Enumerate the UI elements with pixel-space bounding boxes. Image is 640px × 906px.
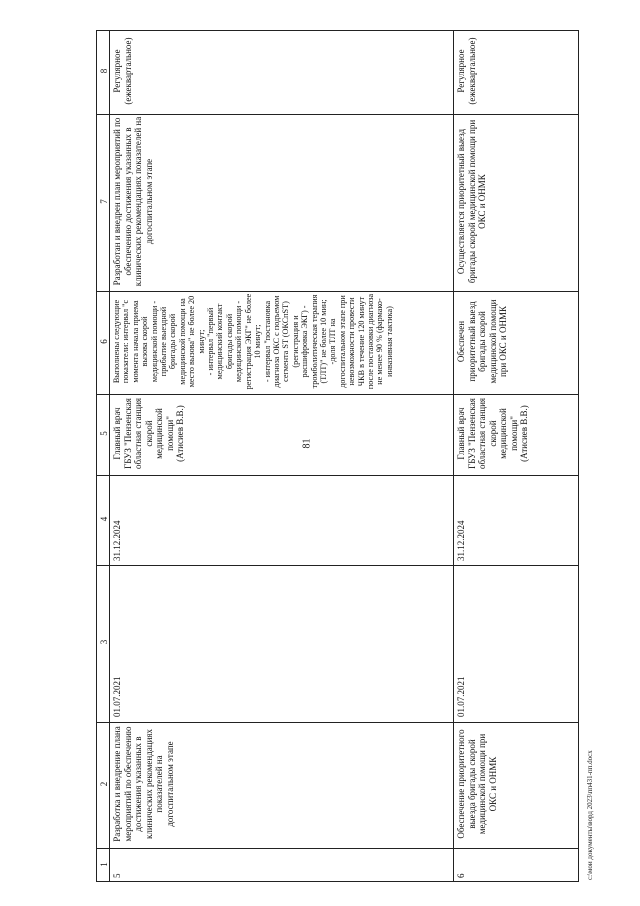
row6-num: 6 — [456, 873, 466, 878]
page-number: 81 — [301, 438, 313, 449]
row6-end: 31.12.2024 — [456, 520, 466, 561]
footer-file-path: c:\мои документы\ворд 2023\пп431-пп.docx — [586, 750, 594, 880]
row5-result: Выполнены следующие показатели: интервал "с момента начала приема вызова скорой медицинской помощи - прибытие выездной бригады скорой медицинской помощи на место вызова" не более 20 минут; - интервал "первый медицинский контакт бригады скорой медицинской помощи - регистрация ЭКГ" не более 10 минут; - интервал "постановка диагноза ОКС с подъемом сегмента ST (ОКСпST) (регистрация и расшифровка ЭКГ) - тромболитическая терапия (ТЛТ)" не более 10 мин; -доля ТЛТ на догоспитальном этапе при невозможности провести ЧКВ в течение 120 минут после постановки диагноза не менее 90 % (фармако-инвазивная тактика) — [112, 293, 394, 390]
header-col-7: 7 — [99, 199, 109, 204]
row5-frequency: Регулярное (ежеквартальное) — [112, 37, 133, 105]
header-col-5: 5 — [99, 431, 109, 436]
row5-end: 31.12.2024 — [112, 520, 122, 561]
row5-implementation: Разработан и внедрен план мероприятий по обеспечению достижения указанных в клинических рекомендациях показателей на догоспитальном этапе — [112, 116, 154, 287]
row6-responsible: Главный врач ГБУЗ "Пензенская областная станция скорой медицинской помощи" (Атисиев В.В.) — [456, 397, 529, 470]
header-col-2: 2 — [99, 781, 109, 787]
row6-implementation: Осуществляется приоритетный выезд бригады скорой медицинской помощи при ОКС и ОНМК — [456, 119, 487, 284]
header-col-1: 1 — [99, 862, 109, 867]
header-col-6: 6 — [99, 339, 109, 344]
header-col-4: 4 — [99, 516, 109, 522]
row5-start: 01.07.2021 — [112, 676, 122, 717]
row6-result: Обеспечен приоритетный выезд бригады скорой медицинской помощи при ОКС и ОНМК — [456, 299, 508, 384]
row6-measure: Обеспечение приоритетного выезда бригады скорой медицинской помощи при ОКС и ОНМК — [456, 729, 498, 839]
row5-responsible: Главный врач ГБУЗ "Пензенская областная станция скорой медицинской помощи" (Атисиев В.В.) — [112, 397, 185, 470]
row6-frequency: Регулярное (ежеквартальное) — [456, 37, 477, 105]
header-col-3: 3 — [99, 639, 109, 645]
header-col-8: 8 — [99, 68, 109, 74]
row6-start: 01.07.2021 — [456, 676, 466, 717]
row5-measure: Разработка и внедрение плана мероприятий по обеспечению достижения указанных в клинических рекомендациях показателей на догоспитальном этапе — [112, 726, 175, 842]
row5-num: 5 — [112, 873, 122, 878]
